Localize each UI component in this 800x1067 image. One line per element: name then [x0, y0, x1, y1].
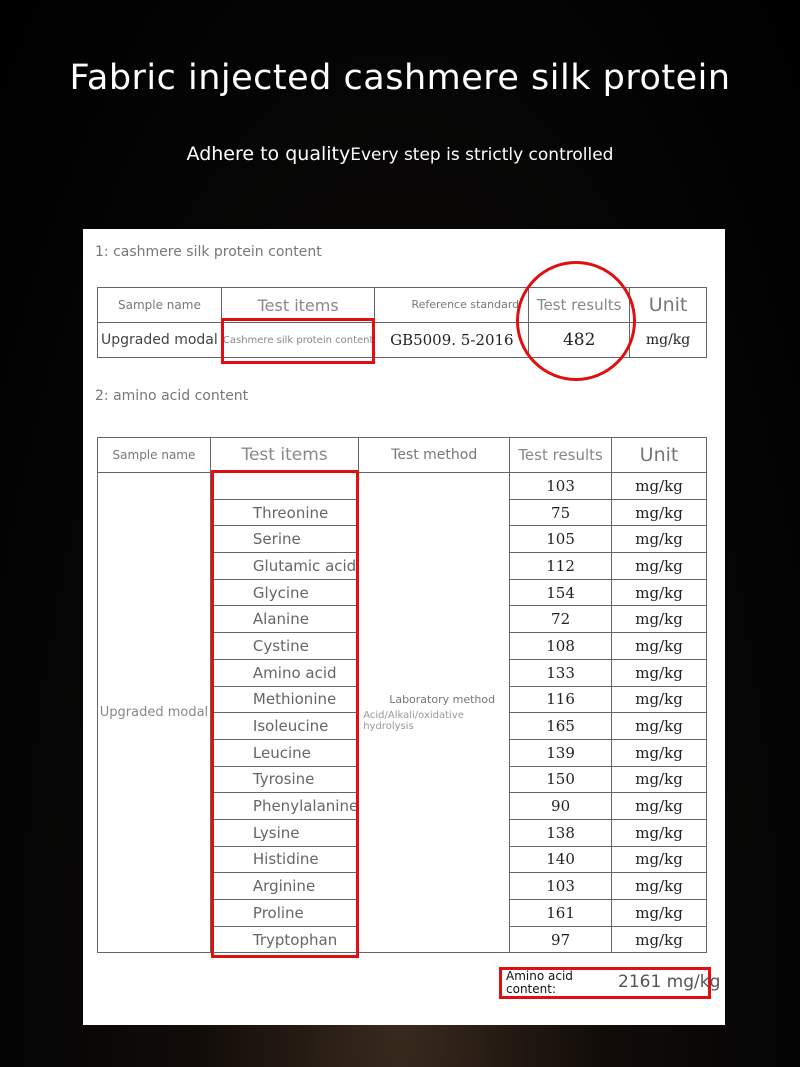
t2-item: Arginine — [210, 873, 358, 900]
t2-header-test-method: Test method — [359, 438, 510, 473]
t2-value: 112 — [510, 553, 612, 580]
t2-value: 116 — [510, 686, 612, 713]
page-subtitle — [0, 143, 800, 165]
t2-value: 138 — [510, 819, 612, 846]
t2-sample-name: Upgraded modal — [98, 473, 211, 953]
t1-standard: GB5009. 5-2016 — [375, 323, 529, 358]
t2-value: 75 — [510, 499, 612, 526]
t2-item: Isoleucine — [210, 713, 358, 740]
t2-unit: mg/kg — [612, 793, 707, 820]
t2-header-unit: Unit — [612, 438, 707, 473]
t2-item: Threonine — [210, 499, 358, 526]
t2-item: Glycine — [210, 579, 358, 606]
amino-acid-table — [97, 437, 707, 953]
t1-header-unit: Unit — [630, 288, 707, 323]
t2-item: Leucine — [210, 739, 358, 766]
t2-unit: mg/kg — [612, 579, 707, 606]
t2-value: 154 — [510, 579, 612, 606]
t2-unit: mg/kg — [612, 633, 707, 660]
t2-value: 90 — [510, 793, 612, 820]
highlight-box-amino-items — [211, 470, 359, 958]
section1-heading: 1: cashmere silk protein content — [95, 244, 322, 260]
t2-value: 133 — [510, 659, 612, 686]
t2-value: 105 — [510, 526, 612, 553]
t2-unit: mg/kg — [612, 553, 707, 580]
t2-method-main: Laboratory method — [389, 693, 496, 707]
t2-item: Tyrosine — [210, 766, 358, 793]
highlight-circle-result — [516, 261, 636, 381]
t2-unit: mg/kg — [612, 606, 707, 633]
t1-header-sample-name: Sample name — [98, 288, 222, 323]
t1-sample-name: Upgraded modal — [98, 323, 222, 358]
t2-unit: mg/kg — [612, 739, 707, 766]
highlight-box-protein-item — [221, 318, 375, 364]
t2-value: 108 — [510, 633, 612, 660]
t2-header-sample-name: Sample name — [98, 438, 211, 473]
t2-header-test-results: Test results — [510, 438, 612, 473]
t2-item: Lysine — [210, 819, 358, 846]
t1-unit: mg/kg — [630, 323, 707, 358]
t2-item: Phenylalanine — [210, 793, 358, 820]
t2-value: 161 — [510, 900, 612, 927]
t2-method-sub: Acid/Alkali/oxidative hydrolysis — [363, 710, 464, 733]
t2-unit: mg/kg — [612, 766, 707, 793]
t2-item: Cystine — [210, 633, 358, 660]
t1-test-item: Cashmere silk protein content — [221, 323, 375, 358]
t2-header-test-items: Test items — [210, 438, 358, 473]
section2-heading: 2: amino acid content — [95, 388, 249, 404]
t2-item: Serine — [210, 526, 358, 553]
t2-test-method — [359, 473, 510, 953]
t2-unit: mg/kg — [612, 819, 707, 846]
subtitle-quality: Adhere to quality — [186, 143, 351, 165]
t2-unit: mg/kg — [612, 499, 707, 526]
t2-item: Histidine — [210, 846, 358, 873]
t2-value: 72 — [510, 606, 612, 633]
t2-value: 97 — [510, 926, 612, 953]
t1-header-reference-standard: Reference standard — [375, 288, 529, 323]
t2-value: 139 — [510, 739, 612, 766]
t2-unit: mg/kg — [612, 900, 707, 927]
t2-value: 103 — [510, 873, 612, 900]
t2-unit: mg/kg — [612, 713, 707, 740]
t2-unit: mg/kg — [612, 473, 707, 500]
t2-unit: mg/kg — [612, 659, 707, 686]
t1-header-test-items: Test items — [221, 288, 375, 323]
t2-value: 150 — [510, 766, 612, 793]
t2-item: Tryptophan — [210, 926, 358, 953]
t2-unit: mg/kg — [612, 873, 707, 900]
t2-unit: mg/kg — [612, 526, 707, 553]
total-label: Amino acid content: — [506, 969, 573, 996]
total-value: 2161 mg/kg — [618, 972, 721, 992]
t2-item: Alanine — [210, 606, 358, 633]
t2-value: 103 — [510, 473, 612, 500]
page-title: Fabric injected cashmere silk protein — [69, 58, 731, 98]
t2-item: Methionine — [210, 686, 358, 713]
t1-header-test-results: Test results — [529, 288, 630, 323]
t2-item: Glutamic acid — [210, 553, 358, 580]
t2-item: Proline — [210, 900, 358, 927]
subtitle-controlled: Every step is strictly controlled — [350, 145, 614, 165]
t2-item: Amino acid — [210, 659, 358, 686]
t2-unit: mg/kg — [612, 926, 707, 953]
t1-result: 482 — [529, 323, 630, 358]
t2-value: 165 — [510, 713, 612, 740]
test-report-sheet — [83, 229, 725, 1025]
amino-acid-total-box — [499, 967, 721, 999]
t2-unit: mg/kg — [612, 846, 707, 873]
t2-unit: mg/kg — [612, 686, 707, 713]
t2-value: 140 — [510, 846, 612, 873]
